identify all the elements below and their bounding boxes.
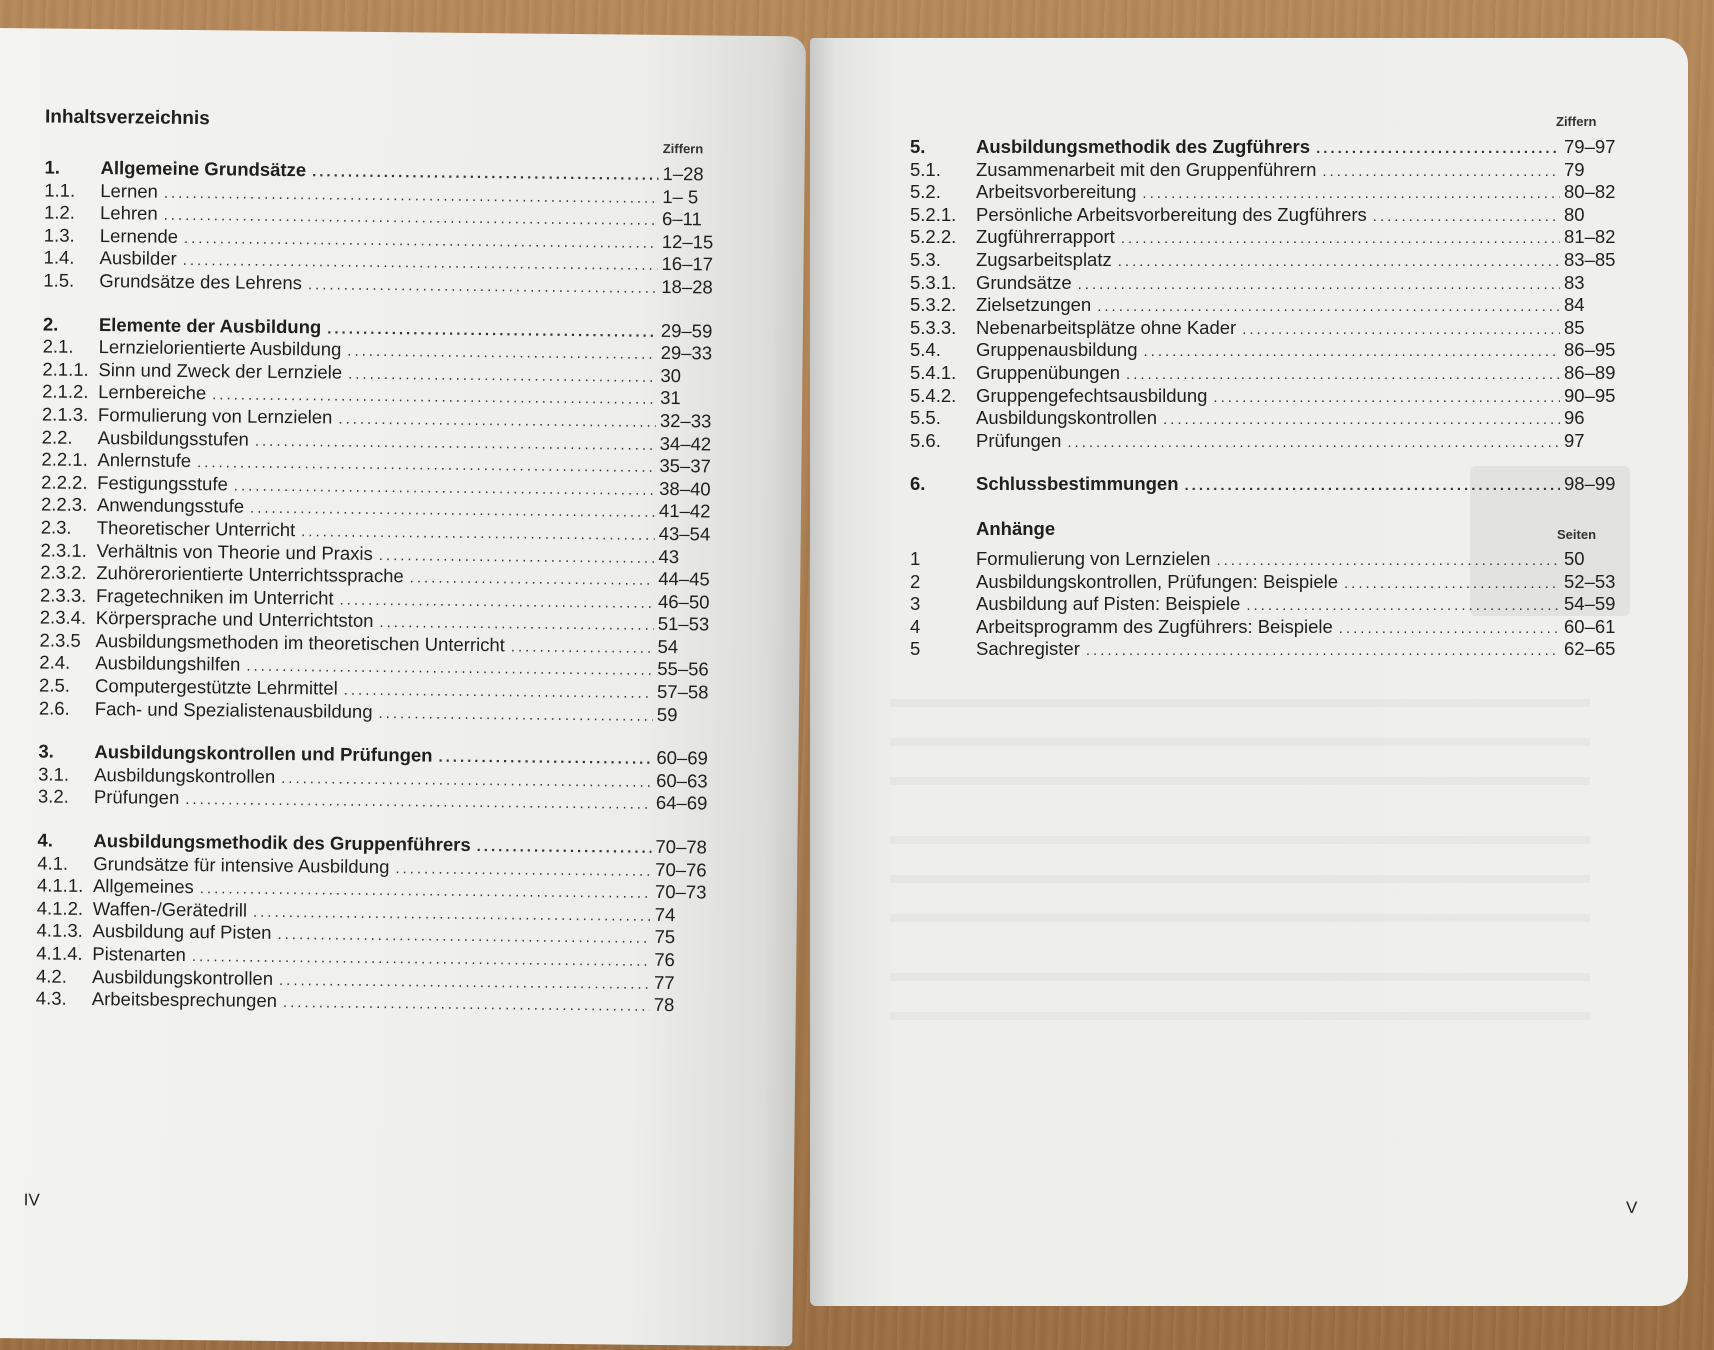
toc-reference: 50 <box>1564 548 1585 569</box>
toc-number: 2.1.1. <box>42 358 89 380</box>
toc-reference: 98–99 <box>1564 473 1616 495</box>
toc-reference: 75 <box>654 926 676 948</box>
toc-reference: 81–82 <box>1564 226 1616 248</box>
toc-reference: 55–56 <box>657 658 709 680</box>
toc-reference: 32–33 <box>659 409 712 432</box>
appendix-title: Anhänge <box>976 518 1056 539</box>
toc-label: Gruppengefechtsausbildung <box>976 384 1208 406</box>
toc-label: Schlussbestimmungen <box>976 473 1179 495</box>
toc-label: Verhältnis von Theorie und Praxis <box>96 539 373 564</box>
toc-label: Arbeitsbesprechungen <box>91 988 278 1012</box>
toc-row <box>910 294 1626 317</box>
toc-leader-dots <box>477 838 652 857</box>
toc-label: Sachregister <box>976 638 1080 660</box>
toc-label: Gruppenausbildung <box>976 339 1138 361</box>
toc-leader-dots <box>1373 208 1560 225</box>
toc-label: Ausbildungsmethodik des Gruppenführers <box>93 830 471 856</box>
toc-entries-right <box>910 136 1626 496</box>
toc-label: Lehren <box>99 202 158 224</box>
page-number-right: V <box>1626 1198 1638 1217</box>
toc-reference: 44–45 <box>658 568 710 590</box>
toc-leader-dots <box>1097 298 1560 315</box>
toc-label: Festigungsstufe <box>97 471 228 495</box>
appendix-entries <box>910 548 1626 661</box>
toc-number: 5.3.3. <box>910 316 957 338</box>
right-page <box>810 38 1688 1306</box>
toc-label: Prüfungen <box>93 786 180 809</box>
toc-row <box>910 593 1626 616</box>
toc-leader-dots <box>327 320 657 340</box>
toc-number: 2.1. <box>42 335 74 357</box>
toc-label: Nebenarbeitsplätze ohne Kader <box>976 316 1237 338</box>
toc-number: 4.3. <box>35 987 67 1009</box>
toc-reference: 43 <box>658 545 680 567</box>
toc-number: 5.6. <box>910 429 941 451</box>
toc-reference: 46–50 <box>657 590 710 613</box>
toc-chapter-row <box>910 473 1626 496</box>
toc-number: 2.3.1. <box>40 538 87 561</box>
toc-label: Ausbildungsstufen <box>97 426 250 450</box>
toc-reference: 57–58 <box>656 680 709 703</box>
toc-number: 3 <box>910 593 921 615</box>
toc-number: 5.3.1. <box>910 271 957 293</box>
toc-leader-dots <box>348 365 656 385</box>
toc-number: 5.2.1. <box>910 203 957 225</box>
toc-leader-dots <box>347 343 656 363</box>
toc-label: Elemente der Ausbildung <box>98 313 322 337</box>
toc-reference: 34–42 <box>659 432 712 455</box>
toc-number: 3.2. <box>37 785 69 808</box>
toc-reference: 60–61 <box>1564 615 1616 637</box>
toc-reference: 41–42 <box>658 500 711 522</box>
toc-label: Fragetechniken im Unterricht <box>95 584 334 609</box>
toc-row <box>910 249 1626 272</box>
toc-number: 1.5. <box>43 269 75 291</box>
toc-number: 2.1.2. <box>42 380 89 403</box>
toc-reference: 80 <box>1564 203 1585 225</box>
toc-number: 2.3.3. <box>39 584 87 606</box>
toc-reference: 77 <box>653 971 675 993</box>
toc-label: Zugführerrapport <box>976 226 1115 248</box>
toc-reference: 74 <box>654 903 676 925</box>
toc-leader-dots <box>308 276 658 297</box>
toc-number: 2.3.5 <box>39 629 81 651</box>
toc-label: Computergestützte Lehrmittel <box>95 675 338 699</box>
toc-number: 6. <box>910 473 926 495</box>
toc-leader-dots <box>1344 575 1560 592</box>
toc-leader-dots <box>281 770 652 791</box>
toc-number: 1.1. <box>44 179 76 201</box>
toc-reference: 78 <box>653 994 675 1016</box>
toc-reference: 35–37 <box>659 455 712 477</box>
toc-number: 4 <box>910 615 921 637</box>
toc-label: Ausbildung auf Pisten <box>92 920 272 944</box>
column-head-seiten: Seiten <box>1557 527 1597 542</box>
toc-label: Lernbereiche <box>98 381 207 404</box>
toc-row <box>910 616 1626 639</box>
page-number-left: IV <box>23 1190 40 1210</box>
toc-number: 3. <box>38 740 54 762</box>
toc-number: 1.3. <box>43 224 75 246</box>
toc-leader-dots <box>255 432 656 453</box>
toc-number: 2. <box>42 313 59 335</box>
toc-label: Grundsätze des Lehrens <box>99 270 303 294</box>
toc-leader-dots <box>511 638 654 656</box>
toc-reference: 84 <box>1564 294 1585 316</box>
toc-label: Persönliche Arbeitsvorbereitung des Zugführers <box>976 203 1367 225</box>
toc-label: Zielsetzungen <box>976 294 1092 316</box>
toc-leader-dots <box>410 569 655 589</box>
toc-row <box>910 226 1626 249</box>
toc-number: 4.1.2. <box>36 897 84 919</box>
toc-row <box>910 181 1626 204</box>
toc-number: 2 <box>910 570 921 592</box>
toc-label: Formulierung von Lernzielen <box>976 548 1211 569</box>
toc-label: Gruppenübungen <box>976 361 1121 383</box>
toc-title: Inhaltsverzeichnis <box>44 106 210 130</box>
toc-leader-dots <box>1067 434 1560 451</box>
toc-leader-dots <box>301 523 655 544</box>
toc-reference: 70–76 <box>655 858 707 881</box>
toc-row <box>910 571 1626 594</box>
toc-reference: 70–78 <box>655 835 708 858</box>
toc-leader-dots <box>1322 163 1560 180</box>
toc-label: Waffen-/Gerätedrill <box>92 897 248 921</box>
toc-label: Zugsarbeitsplatz <box>976 248 1112 270</box>
toc-reference: 54 <box>657 635 679 658</box>
toc-reference: 83–85 <box>1564 248 1616 270</box>
toc-reference: 80–82 <box>1564 181 1616 203</box>
toc-row <box>910 407 1626 430</box>
toc-chapter-row <box>910 136 1626 159</box>
toc-number: 4.1.1. <box>36 874 84 897</box>
toc-label: Körpersprache und Unterrichtston <box>95 607 374 632</box>
toc-leader-dots <box>1242 321 1560 338</box>
toc-number: 1.4. <box>43 246 75 269</box>
toc-reference: 70–73 <box>654 881 707 903</box>
toc-row <box>910 548 1626 571</box>
toc-leader-dots <box>1339 620 1560 637</box>
toc-row <box>910 317 1626 340</box>
toc-number: 2.3. <box>40 516 72 538</box>
toc-reference: 96 <box>1564 407 1585 429</box>
toc-label: Arbeitsvorbereitung <box>976 181 1137 203</box>
toc-row <box>910 430 1626 453</box>
toc-number: 4. <box>37 829 54 851</box>
toc-number: 1 <box>910 548 921 569</box>
toc-number: 2.2.3. <box>40 493 88 516</box>
toc-label: Allgemeine Grundsätze <box>100 157 307 181</box>
toc-label: Ausbildung auf Pisten: Beispiele <box>976 593 1241 615</box>
toc-reference: 1–28 <box>662 162 704 185</box>
section-gap <box>910 452 1626 473</box>
toc-label: Grundsätze <box>976 271 1072 293</box>
toc-reference: 6–11 <box>661 208 702 230</box>
toc-leader-dots <box>253 904 651 925</box>
toc-reference: 38–40 <box>659 477 711 500</box>
toc-reference: 1– 5 <box>662 185 699 207</box>
toc-number: 4.2. <box>35 965 68 987</box>
toc-reference: 85 <box>1564 316 1585 338</box>
toc-leader-dots <box>1078 276 1560 293</box>
left-page <box>0 28 806 1346</box>
toc-number: 5.4.1. <box>910 361 957 383</box>
toc-leader-dots <box>250 500 655 521</box>
toc-number: 2.6. <box>38 697 70 719</box>
toc-leader-dots <box>1246 597 1560 614</box>
toc-label: Ausbildungsmethodik des Zugführers <box>976 136 1311 157</box>
toc-number: 5.4. <box>910 339 941 361</box>
toc-number: 5. <box>910 136 926 157</box>
toc-reference: 30 <box>660 364 682 386</box>
toc-reference: 79–97 <box>1564 136 1616 157</box>
toc-entries-left <box>36 156 725 1017</box>
toc-number: 2.4. <box>39 651 71 674</box>
toc-leader-dots <box>283 994 650 1015</box>
toc-leader-dots <box>438 749 652 768</box>
toc-number: 5.3.2. <box>910 294 957 316</box>
toc-reference: 18–28 <box>661 275 713 298</box>
toc-number: 2.2.1. <box>41 448 88 471</box>
toc-leader-dots <box>1185 477 1560 494</box>
toc-number: 2.1.3. <box>41 403 89 425</box>
toc-label: Ausbildungsmethoden im theoretischen Unterricht <box>95 629 505 656</box>
toc-number: 2.2. <box>41 425 73 448</box>
toc-reference: 90–95 <box>1564 384 1616 406</box>
toc-leader-dots <box>379 546 655 566</box>
toc-label: Ausbildungskontrollen, Prüfungen: Beispiele <box>976 570 1339 592</box>
toc-leader-dots <box>1142 185 1560 202</box>
toc-number: 5 <box>910 638 921 660</box>
toc-label: Zusammenarbeit mit den Gruppenführern <box>976 158 1317 180</box>
toc-leader-dots <box>1316 140 1560 157</box>
toc-number: 5.3. <box>910 248 941 270</box>
toc-row <box>910 385 1626 408</box>
toc-leader-dots <box>1118 253 1560 270</box>
column-head-ziffern-right: Ziffern <box>1556 114 1597 129</box>
toc-number: 5.1. <box>910 158 941 180</box>
toc-reference: 79 <box>1564 158 1585 180</box>
toc-label: Lernzielorientierte Ausbildung <box>98 336 342 360</box>
toc-reference: 31 <box>660 387 681 409</box>
toc-reference: 29–59 <box>660 319 713 342</box>
toc-label: Anwendungsstufe <box>96 494 245 517</box>
toc-number: 4.1.3. <box>36 919 83 942</box>
toc-label: Anlernstufe <box>97 449 192 472</box>
toc-number: 5.2.2. <box>910 226 957 248</box>
toc-number: 1. <box>44 156 61 178</box>
toc-number: 2.3.4. <box>39 606 87 629</box>
toc-label: Zuhörerorientierte Unterrichtssprache <box>96 562 404 587</box>
toc-label: Ausbildungskontrollen <box>976 407 1158 429</box>
bleed-through-text <box>890 678 1590 1020</box>
toc-leader-dots <box>338 411 656 431</box>
toc-reference: 86–95 <box>1564 339 1616 361</box>
toc-leader-dots <box>279 972 650 993</box>
toc-label: Pistenarten <box>92 943 187 965</box>
toc-reference: 12–15 <box>661 230 714 253</box>
toc-leader-dots <box>312 163 659 184</box>
toc-leader-dots <box>246 658 653 679</box>
toc-reference: 52–53 <box>1564 570 1616 592</box>
toc-number: 4.1. <box>37 852 69 874</box>
toc-reference: 60–63 <box>656 769 708 792</box>
toc-leader-dots <box>1163 411 1560 428</box>
toc-row <box>910 159 1626 182</box>
toc-label: Ausbilder <box>99 247 177 270</box>
toc-reference: 76 <box>654 948 675 971</box>
toc-leader-dots <box>1126 366 1560 383</box>
toc-label: Ausbildungskontrollen und Prüfungen <box>94 741 433 766</box>
toc-label: Lernen <box>100 179 159 202</box>
toc-number: 5.5. <box>910 407 941 429</box>
toc-reference: 43–54 <box>658 522 711 545</box>
toc-label: Formulierung von Lernzielen <box>97 403 333 428</box>
toc-row <box>910 362 1626 385</box>
toc-label: Allgemeines <box>92 875 194 898</box>
toc-label: Arbeitsprogramm des Zugführers: Beispiele <box>976 615 1333 637</box>
toc-number: 5.4.2. <box>910 384 957 406</box>
toc-number: 2.2.2. <box>41 471 88 493</box>
toc-reference: 59 <box>656 703 678 725</box>
toc-label: Lernende <box>99 224 179 247</box>
toc-reference: 54–59 <box>1564 593 1616 615</box>
toc-row <box>910 204 1626 227</box>
toc-number: 5.2. <box>910 181 941 203</box>
toc-leader-dots <box>234 477 656 498</box>
toc-reference: 51–53 <box>657 613 710 635</box>
toc-leader-dots <box>379 614 654 634</box>
toc-label: Prüfungen <box>976 429 1062 451</box>
toc-leader-dots <box>378 705 652 725</box>
toc-reference: 60–69 <box>656 747 708 769</box>
toc-label: Fach- und Spezialistenausbildung <box>94 697 373 722</box>
toc-reference: 29–33 <box>660 342 713 364</box>
toc-row <box>910 638 1626 661</box>
toc-reference: 16–17 <box>661 253 714 275</box>
toc-leader-dots <box>277 926 650 947</box>
toc-label: Grundsätze für intensive Ausbildung <box>93 852 390 877</box>
toc-reference: 64–69 <box>655 792 708 814</box>
toc-reference: 97 <box>1564 429 1585 451</box>
toc-row <box>910 339 1626 362</box>
toc-reference: 86–89 <box>1564 361 1616 383</box>
toc-number: 2.5. <box>39 674 71 696</box>
toc-label: Ausbildungskontrollen <box>91 965 274 989</box>
toc-leader-dots <box>395 860 651 880</box>
toc-leader-dots <box>1121 230 1560 247</box>
toc-number: 4.1.4. <box>36 942 83 964</box>
toc-number: 1.2. <box>43 201 76 223</box>
toc-reference: 62–65 <box>1564 638 1616 660</box>
toc-leader-dots <box>1216 552 1560 569</box>
toc-leader-dots <box>1213 389 1560 406</box>
toc-number: 2.3.2. <box>40 561 87 584</box>
toc-label: Sinn und Zweck der Lernziele <box>98 358 343 383</box>
toc-number: 3.1. <box>38 763 70 785</box>
column-head-ziffern: Ziffern <box>662 140 704 157</box>
toc-label: Ausbildungskontrollen <box>94 763 276 787</box>
toc-leader-dots <box>344 682 653 702</box>
toc-leader-dots <box>1144 343 1561 360</box>
toc-reference: 83 <box>1564 271 1585 293</box>
toc-row <box>910 272 1626 295</box>
toc-leader-dots <box>339 591 654 611</box>
toc-leader-dots <box>1086 642 1560 659</box>
toc-label: Ausbildungshilfen <box>95 652 241 676</box>
toc-label: Theoretischer Unterricht <box>96 516 296 541</box>
